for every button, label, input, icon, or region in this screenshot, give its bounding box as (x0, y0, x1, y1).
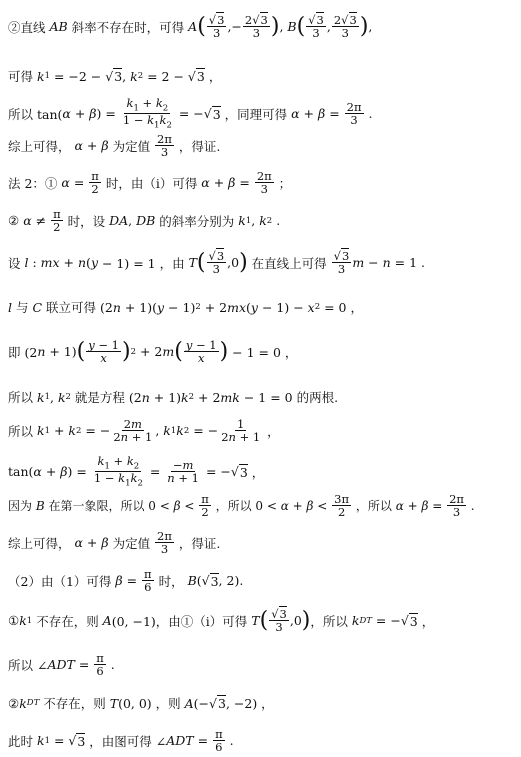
text-line: ②直线 AB 斜率不存在时，可得 A ( $\frac{√3}{3}$ ,− $\frac{2√3}{3}$ ) , B ( $\frac{√3}{3}$ , $\frac{2√3}{3}$ ) , (8, 13, 373, 41)
text-line: 此时 k 1 = √ 3 ，由图可得 ∠ ADT = $\frac{\pi}{6}$ . (8, 727, 234, 755)
text-line: 所以 k 1 , k 2 就是方程 (2 n + 1) k 2 + 2 mk − 1 = 0 的两根. (8, 389, 339, 405)
text-line: ② k DT 不存在，则 T (0, 0) ，则 A (−√ 3 , −2) ， (8, 695, 274, 711)
text-line: 因为 B 在第一象限，所以 0 < β < $\frac{\pi}{2}$ ，所以 0 < α + β < $\frac{3\pi}{2}$ ，所以 α + β = $\frac{2\pi}{3}$ . (8, 492, 475, 520)
text-line: 法 2：① α = $\frac{\pi}{2}$ 时，由（i）可得 α + β = $\frac{2\pi}{3}$ ； (8, 169, 292, 197)
text-line: 综上可得， α + β 为定值 $\frac{2\pi}{3}$ ，得证. (8, 529, 221, 557)
text-line: 设 l : mx + n ( y − 1) = 1 ，由 T ( $\frac{√3}{3}$ ,0 ) 在直线上可得 $\frac{√3}{3}$ m − n = 1 . (8, 249, 425, 277)
text-line: 所以 k 1 + k 2 = − $\frac{2m}{2n + 1}$ , k 1 k 2 = − $\frac{1}{2n + 1}$ ， (8, 417, 280, 445)
text-line: 可得 k 1 = −2 − √ 3 , k 2 = 2 − √ 3 ， (8, 68, 222, 84)
text-line: （2）由（1）可得 β = $\frac{\pi}{6}$ 时， B (√ 3 , 2). (8, 567, 244, 595)
text-line: 综上可得， α + β 为定值 $\frac{2\pi}{3}$ ，得证. (8, 132, 221, 160)
text-line: l 与 C 联立可得 (2 n + 1)( y − 1) 2 + 2 mx ( y − 1) − x 2 = 0 ， (8, 299, 363, 315)
text-line: 所以 ∠ ADT = $\frac{\pi}{6}$ . (8, 651, 115, 679)
text-line: ① k 1 不存在，则 A (0, −1)，由①（i）可得 T ( $\frac{√3}{3}$ ,0 ) ，所以 k DT = −√ 3 ， (8, 607, 435, 635)
text-line: ② α ≠ $\frac{\pi}{2}$ 时，设 DA , DB 的斜率分别为 k 1 , k 2 . (8, 207, 281, 235)
text-line: 所以 tan( α + β ) = $\frac{k_1 + k_2}{1 - k_1k_2}$ = −√ 3 ，同理可得 α + β = $\frac{2\pi}{3}$ . (8, 96, 373, 131)
text-line: tan( α + β ) = $\frac{k_1 + k_2}{1 - k_1k_2}$ = $\frac{-m}{n + 1}$ = −√ 3 ， (8, 454, 265, 489)
text-line: 即 (2 n + 1) ( $\frac{y - 1}{x}$ ) 2 + 2 m ( $\frac{y - 1}{x}$ ) − 1 = 0 ， (8, 338, 298, 366)
